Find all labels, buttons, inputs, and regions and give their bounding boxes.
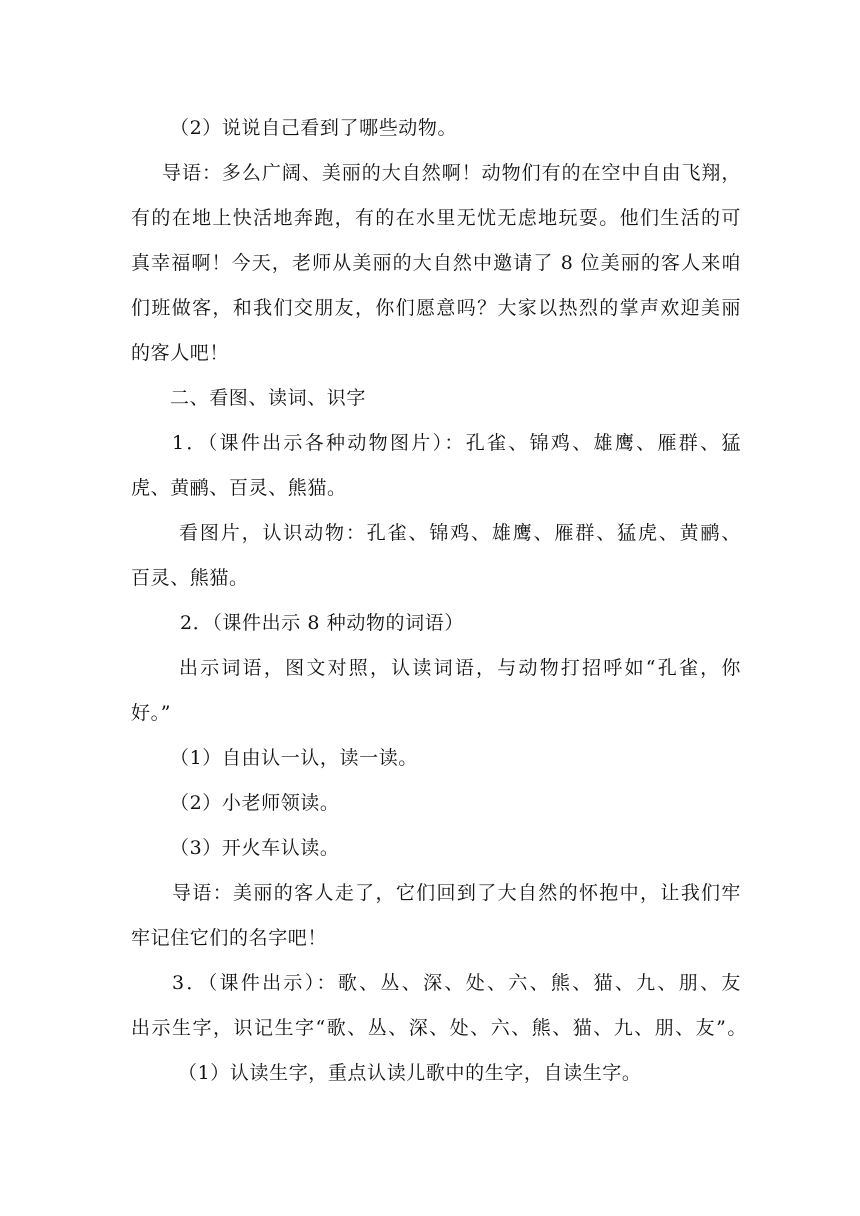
list-item: （2）小老师领读。 [170, 792, 340, 814]
paragraph-line: 牢记住它们的名字吧！ [131, 927, 328, 949]
paragraph-line: 虎、黄鹂、百灵、熊猫。 [131, 477, 347, 499]
paragraph-line: 2．（课件出示 8 种动物的词语） [180, 612, 464, 634]
paragraph-line: 有的在地上快活地奔跑，有的在水里无忧无虑地玩耍。他们生活的可 [131, 207, 741, 229]
list-item: （1）自由认一认，读一读。 [170, 747, 418, 769]
paragraph-line: 们班做客，和我们交朋友，你们愿意吗？大家以热烈的掌声欢迎美丽 [131, 297, 741, 319]
paragraph-line: （2）说说自己看到了哪些动物。 [170, 117, 458, 139]
paragraph-line: 看图片，认识动物：孔雀、锦鸡、雄鹰、雁群、猛虎、黄鹂、 [179, 522, 741, 544]
paragraph-line: 真幸福啊！今天，老师从美丽的大自然中邀请了 8 位美丽的客人来咱 [131, 252, 741, 274]
paragraph-line: 导语：美丽的客人走了，它们回到了大自然的怀抱中，让我们牢 [172, 882, 741, 904]
list-item: （1）认读生字，重点认读儿歌中的生字，自读生字。 [178, 1062, 642, 1084]
paragraph-line: 1．（课件出示各种动物图片）：孔雀、锦鸡、雄鹰、雁群、猛 [172, 432, 741, 454]
paragraph-line: 导语：多么广阔、美丽的大自然啊！动物们有的在空中自由飞翔， [162, 162, 741, 184]
paragraph-line: 好。” [131, 702, 172, 724]
paragraph-line: 出示生字，识记生字“歌、丛、深、处、六、熊、猫、九、朋、友”。 [131, 1017, 747, 1039]
section-heading: 二、看图、读词、识字 [170, 387, 367, 409]
paragraph-line: 百灵、熊猫。 [131, 567, 249, 589]
paragraph-line: 出示词语，图文对照，认读词语，与动物打招呼如“孔雀，你 [179, 657, 741, 679]
list-item: （3）开火车认读。 [170, 837, 340, 859]
paragraph-line: 的客人吧！ [131, 342, 230, 364]
paragraph-line: 3．（课件出示）：歌、丛、深、处、六、熊、猫、九、朋、友 [172, 972, 741, 994]
